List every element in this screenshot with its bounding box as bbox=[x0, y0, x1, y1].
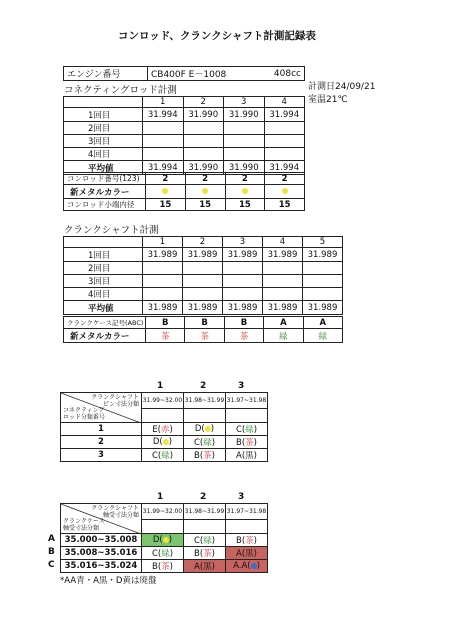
conrod-table bbox=[63, 96, 305, 175]
conrod-number: 2 bbox=[265, 173, 305, 185]
crank-color-label: 新メタルカラー bbox=[64, 329, 146, 343]
paren: ) bbox=[168, 437, 173, 447]
spacer-cell bbox=[142, 520, 184, 534]
page-title: コンロッド、クランクシャフト計測記録表 bbox=[118, 30, 316, 42]
value-cell bbox=[143, 148, 184, 161]
value-cell bbox=[303, 275, 343, 288]
crank-col-3: 3 bbox=[223, 237, 263, 248]
t2-col-num-1: 1 bbox=[157, 492, 164, 502]
value-cell bbox=[224, 135, 265, 148]
paren: ) bbox=[211, 438, 216, 448]
t2-range-1: 31.99~32.00 bbox=[142, 504, 184, 520]
value-cell bbox=[303, 288, 343, 301]
paren: ) bbox=[253, 549, 257, 559]
row-label: 1回目 bbox=[64, 108, 143, 122]
t1-col-num-3: 3 bbox=[238, 381, 245, 391]
value-cell: 31.994 bbox=[143, 108, 184, 122]
color-word: 緑 bbox=[203, 536, 212, 546]
average-cell: 31.989 bbox=[263, 301, 303, 315]
color-word: 茶 bbox=[203, 549, 212, 559]
metal-color-cell: 緑 bbox=[264, 329, 303, 343]
grade-letter: C( bbox=[235, 425, 246, 435]
average-cell: 31.989 bbox=[223, 301, 263, 315]
t2-cell bbox=[226, 534, 268, 547]
t1-range-2: 31.98~31.99 bbox=[184, 393, 226, 409]
color-word: 緑 bbox=[203, 438, 212, 448]
value-cell bbox=[183, 135, 224, 148]
row-label: 4回目 bbox=[64, 148, 143, 161]
grade-letter: A( bbox=[194, 562, 204, 572]
value-cell bbox=[263, 288, 303, 301]
t2-row-label: 35.000~35.008 bbox=[61, 534, 142, 547]
grade-letter: B( bbox=[236, 438, 246, 448]
average-cell: 31.989 bbox=[303, 301, 343, 315]
small-end-cell: 15 bbox=[185, 199, 225, 211]
color-word: 赤 bbox=[160, 425, 170, 435]
value-cell bbox=[224, 122, 265, 135]
paren: ) bbox=[211, 536, 216, 546]
t2-row-label: 35.016~35.024 bbox=[61, 560, 142, 573]
t2-row-mark-c: C bbox=[48, 560, 55, 570]
paren: ) bbox=[210, 424, 215, 434]
value-cell bbox=[183, 122, 224, 135]
corner-cell bbox=[64, 97, 143, 108]
case-mark: B bbox=[146, 317, 185, 329]
yellow-dot-icon bbox=[242, 188, 248, 194]
conrod-section-title: コネクティングロッド計測 bbox=[64, 85, 177, 96]
t1-range-1: 31.99~32.00 bbox=[142, 393, 184, 409]
value-cell bbox=[143, 288, 183, 301]
grade-letter: D( bbox=[152, 535, 163, 545]
grade-letter: B( bbox=[194, 451, 204, 461]
grade-letter: B( bbox=[152, 562, 162, 572]
t1-cell bbox=[226, 449, 268, 462]
crank-section-title: クランクシャフト計測 bbox=[64, 225, 159, 236]
t2-range-3: 31.97~31.98 bbox=[226, 504, 268, 520]
value-cell bbox=[183, 275, 223, 288]
value-cell bbox=[143, 262, 183, 275]
color-word: 茶 bbox=[245, 536, 254, 546]
row-label-average: 平均値 bbox=[64, 161, 143, 175]
t1-row-label: 1 bbox=[61, 423, 142, 436]
value-cell bbox=[263, 262, 303, 275]
value-cell bbox=[143, 135, 184, 148]
conrod-col-2: 2 bbox=[183, 97, 224, 108]
selection-table-2 bbox=[60, 503, 268, 573]
color-word: 茶 bbox=[161, 562, 170, 572]
row-label: 2回目 bbox=[64, 122, 143, 135]
crank-table bbox=[63, 236, 343, 315]
small-end-cell: 15 bbox=[146, 199, 186, 211]
t2-row-mark-b: B bbox=[48, 547, 55, 557]
t2-col-num-3: 3 bbox=[238, 492, 245, 502]
paren: ) bbox=[253, 438, 257, 448]
small-end-cell: 15 bbox=[225, 199, 265, 211]
metal-color-cell bbox=[265, 185, 305, 199]
paren: ) bbox=[256, 561, 260, 571]
crank-col-4: 4 bbox=[263, 237, 303, 248]
t1-col-num-2: 2 bbox=[200, 381, 207, 391]
grade-letter: B( bbox=[194, 549, 204, 559]
small-end-label: コンロッド小端内径 bbox=[64, 199, 146, 211]
t2-row-mark-a: A bbox=[48, 534, 55, 544]
value-cell bbox=[264, 148, 305, 161]
yellow-dot-icon bbox=[202, 188, 208, 194]
value-cell bbox=[303, 262, 343, 275]
t1-cell bbox=[184, 449, 226, 462]
t1-cell bbox=[184, 436, 226, 449]
paren: ) bbox=[169, 425, 173, 435]
value-cell bbox=[223, 288, 263, 301]
value-cell bbox=[183, 288, 223, 301]
color-word: 黒 bbox=[245, 549, 254, 559]
metal-color-cell bbox=[225, 185, 265, 199]
color-word: 茶 bbox=[203, 451, 212, 461]
grade-letter: D( bbox=[194, 424, 205, 434]
t2-range-2: 31.98~31.99 bbox=[184, 504, 226, 520]
average-cell: 31.989 bbox=[143, 301, 183, 315]
conrod-number: 2 bbox=[146, 173, 186, 185]
conrod-extra-table bbox=[63, 172, 305, 211]
yellow-dot-icon bbox=[282, 188, 288, 194]
value-cell: 31.990 bbox=[224, 108, 265, 122]
value-cell: 31.989 bbox=[223, 248, 263, 262]
grade-letter: C( bbox=[193, 438, 204, 448]
spacer-cell bbox=[226, 520, 268, 534]
t1-cell bbox=[226, 423, 268, 436]
row-label: 4回目 bbox=[64, 288, 143, 301]
row-label: 3回目 bbox=[64, 135, 143, 148]
grade-letter: D( bbox=[152, 437, 163, 447]
value-cell bbox=[224, 148, 265, 161]
value-cell: 31.990 bbox=[183, 108, 224, 122]
engine-displacement: 408cc bbox=[259, 67, 305, 81]
average-cell: 31.990 bbox=[183, 161, 224, 175]
t1-col-num-1: 1 bbox=[157, 381, 164, 391]
crank-col-2: 2 bbox=[183, 237, 223, 248]
spacer-cell bbox=[226, 409, 268, 423]
value-cell bbox=[263, 275, 303, 288]
paren: ) bbox=[169, 562, 173, 572]
t2-header-top: クランクシャフト 軸受寸法分類 bbox=[91, 505, 139, 519]
value-cell bbox=[183, 262, 223, 275]
row-label-average: 平均値 bbox=[64, 301, 143, 315]
grade-letter: C( bbox=[151, 549, 162, 559]
value-cell bbox=[183, 148, 224, 161]
average-cell: 31.989 bbox=[183, 301, 223, 315]
t2-cell bbox=[142, 534, 184, 547]
metal-color-cell bbox=[146, 185, 186, 199]
case-mark: B bbox=[185, 317, 224, 329]
paren: ) bbox=[211, 451, 215, 461]
paren: ) bbox=[211, 562, 215, 572]
crank-col-1: 1 bbox=[143, 237, 183, 248]
grade-letter: C( bbox=[193, 536, 204, 546]
engine-number: CB400F E－1008 bbox=[148, 67, 260, 81]
row-label: 3回目 bbox=[64, 275, 143, 288]
t1-range-3: 31.97~31.98 bbox=[226, 393, 268, 409]
crank-extra-table bbox=[63, 316, 343, 343]
value-cell: 31.994 bbox=[264, 108, 305, 122]
t2-row-label: 35.008~35.016 bbox=[61, 547, 142, 560]
t1-cell bbox=[142, 449, 184, 462]
value-cell: 31.989 bbox=[263, 248, 303, 262]
t1-header-top: クランクシャフト ピン寸法分類 bbox=[91, 394, 139, 408]
conrod-number: 2 bbox=[185, 173, 225, 185]
value-cell bbox=[223, 275, 263, 288]
paren: ) bbox=[253, 451, 257, 461]
row-label: 2回目 bbox=[64, 262, 143, 275]
color-word: 黒 bbox=[245, 451, 254, 461]
t2-cell bbox=[142, 547, 184, 560]
t1-header-corner bbox=[61, 393, 142, 423]
t1-cell bbox=[142, 436, 184, 449]
t1-cell bbox=[184, 423, 226, 436]
grade-letter: A.A( bbox=[233, 561, 251, 571]
value-cell bbox=[143, 275, 183, 288]
t1-cell bbox=[142, 423, 184, 436]
selection-table-1 bbox=[60, 392, 268, 462]
grade-letter: C( bbox=[151, 451, 162, 461]
conrod-color-label: 新メタルカラー bbox=[64, 185, 146, 199]
t2-header-corner bbox=[61, 504, 142, 534]
paren: ) bbox=[168, 535, 173, 545]
t2-header-left: クランクケース 軸受寸法分類 bbox=[63, 518, 105, 532]
color-word: 茶 bbox=[245, 438, 254, 448]
value-cell bbox=[264, 122, 305, 135]
spacer-cell bbox=[184, 409, 226, 423]
metal-color-cell: 茶 bbox=[224, 329, 263, 343]
paren: ) bbox=[211, 549, 215, 559]
color-word: 黒 bbox=[203, 562, 212, 572]
conrod-col-4: 4 bbox=[264, 97, 305, 108]
t2-cell bbox=[184, 560, 226, 573]
conrod-number: 2 bbox=[225, 173, 265, 185]
yellow-dot-icon bbox=[162, 188, 168, 194]
value-cell: 31.989 bbox=[183, 248, 223, 262]
conrod-col-1: 1 bbox=[143, 97, 184, 108]
color-word: 緑 bbox=[245, 425, 254, 435]
t2-cell bbox=[142, 560, 184, 573]
footnote: *AA青・A黒・D黄は廃盤 bbox=[60, 576, 157, 586]
average-cell: 31.990 bbox=[224, 161, 265, 175]
conrod-number-label: コンロッド番号(123) bbox=[64, 173, 146, 185]
engine-table bbox=[63, 66, 305, 81]
metal-color-cell: 茶 bbox=[185, 329, 224, 343]
engine-label: エンジン番号 bbox=[64, 67, 148, 81]
case-mark: A bbox=[303, 317, 342, 329]
value-cell: 31.989 bbox=[303, 248, 343, 262]
t1-cell bbox=[226, 436, 268, 449]
average-cell: 31.994 bbox=[264, 161, 305, 175]
grade-letter: A( bbox=[236, 549, 246, 559]
paren: ) bbox=[169, 549, 174, 559]
crank-col-5: 5 bbox=[303, 237, 343, 248]
case-mark-label: クランクケース記号(ABC) bbox=[64, 317, 146, 329]
metal-color-cell: 緑 bbox=[303, 329, 342, 343]
t2-col-num-2: 2 bbox=[200, 492, 207, 502]
t1-header-left: コネクティング ロッド分類番号 bbox=[63, 407, 105, 421]
measure-date: 計測日24/09/21 bbox=[308, 82, 376, 92]
value-cell bbox=[264, 135, 305, 148]
color-word: 緑 bbox=[161, 549, 170, 559]
value-cell: 31.989 bbox=[143, 248, 183, 262]
case-mark: A bbox=[264, 317, 303, 329]
t2-cell bbox=[226, 547, 268, 560]
room-temp: 室温21℃ bbox=[308, 95, 348, 105]
color-word: 緑 bbox=[161, 451, 170, 461]
metal-color-cell bbox=[185, 185, 225, 199]
t2-cell bbox=[184, 547, 226, 560]
paren: ) bbox=[169, 451, 174, 461]
paren: ) bbox=[253, 425, 258, 435]
grade-letter: A( bbox=[236, 451, 246, 461]
corner-cell bbox=[64, 237, 143, 248]
t2-cell bbox=[226, 560, 268, 573]
t2-cell bbox=[184, 534, 226, 547]
grade-letter: E( bbox=[152, 425, 161, 435]
t1-row-label: 3 bbox=[61, 449, 142, 462]
conrod-col-3: 3 bbox=[224, 97, 265, 108]
row-label: 1回目 bbox=[64, 248, 143, 262]
grade-letter: B( bbox=[236, 536, 246, 546]
metal-color-cell: 茶 bbox=[146, 329, 185, 343]
t1-row-label: 2 bbox=[61, 436, 142, 449]
value-cell bbox=[143, 122, 184, 135]
spacer-cell bbox=[142, 409, 184, 423]
spacer-cell bbox=[184, 520, 226, 534]
case-mark: B bbox=[224, 317, 263, 329]
paren: ) bbox=[253, 536, 257, 546]
value-cell bbox=[223, 262, 263, 275]
average-cell: 31.994 bbox=[143, 161, 184, 175]
small-end-cell: 15 bbox=[265, 199, 305, 211]
